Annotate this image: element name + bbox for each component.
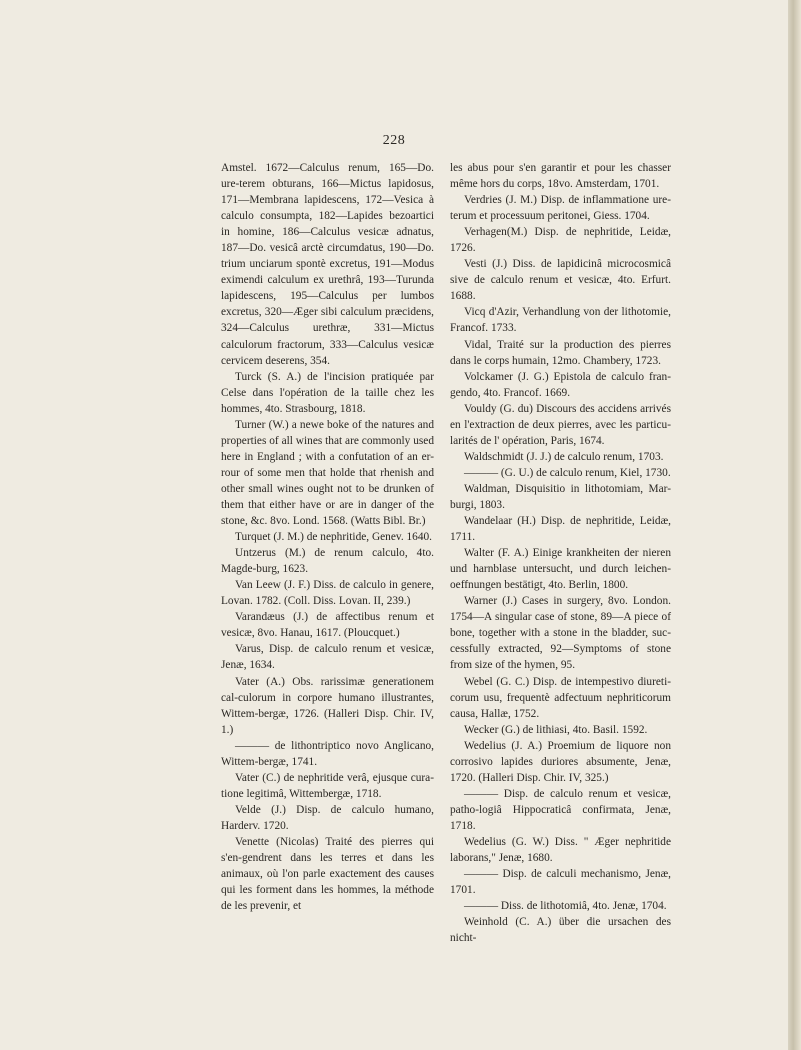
bibliography-entry: ——— Disp. de calculi mechanismo, Jenæ, 1701. xyxy=(450,868,671,897)
page-edge xyxy=(788,0,801,1050)
bibliography-entry: Turck (S. A.) de l'incision pratiquée par Celse dans l'opération de la taille chez les hommes, 4to. Strasbourg, 1818. xyxy=(221,370,434,415)
bibliography-entry: Wedelius (J. A.) Proemium de liquore non corrosivo lapides duriores absumente, Jenæ, 1720. (Halleri Disp. Chir. IV, 325.) xyxy=(450,739,671,784)
bibliography-entry: Waldman, Disquisitio in lithotomiam, Mar-burgi, 1803. xyxy=(450,482,671,511)
bibliography-entry: ——— Disp. de calculo renum et vesicæ, patho-logiâ Hippocraticâ confirmata, Jenæ, 1718. xyxy=(450,787,671,832)
bibliography-entry: Weinhold (C. A.) über die ursachen des nicht- xyxy=(450,916,671,945)
bibliography-entry: Warner (J.) Cases in surgery, 8vo. London. 1754—A singular case of stone, 89—A piece of bone, together with a stone in the bladder, suc-cessfully extracted, 92—Symptoms of stone from size of the hymen, 95. xyxy=(450,595,671,672)
bibliography-entry: Verhagen(M.) Disp. de nephritide, Leidæ, 1726. xyxy=(450,226,671,255)
bibliography-entry: Vater (C.) de nephritide verâ, ejusque cura-tione legitimâ, Wittembergæ, 1718. xyxy=(221,771,434,800)
bibliography-entry: ——— (G. U.) de calculo renum, Kiel, 1730. xyxy=(464,466,671,479)
bibliography-entry: Turner (W.) a newe boke of the natures and properties of all wines that are commonly used here in England ; with a confutation of an er-rour of some men that holde that rhenish and other small wines ought not to be drunken of them that either have or are in danger of the stone, &c. 8vo. Lond. 1568. (Watts Bibl. Br.) xyxy=(221,418,434,528)
bibliography-entry: Wedelius (G. W.) Diss. " Æger nephritide laborans," Jenæ, 1680. xyxy=(450,835,671,865)
bibliography-entry: Amstel. 1672—Calculus renum, 165—Do. ure-terem obturans, 166—Mictus lapidosus, 171—Membrana lapidescens, 172—Vesica à calculo consumpta, 182—Lapides bezoartici in homine, 186—Calculus vesicæ adnatus, 187—Do. vesicâ arctè circumdatus, 190—Do. trium unciarum spontè excretus, 191—Modus eximendi calculum ex urethrâ, 193—Turunda lapidescens, 195—Calculus per lumbos excretus, 320—Æger sibi calculum præcidens, 324—Calculus urethræ, 331—Mictus calculorum fractorum, 333—Calculus vesicæ cervicem deserens, 354. xyxy=(221,162,434,367)
bibliography-entry: Venette (Nicolas) Traité des pierres qui s'en-gendrent dans les terres et dans les animaux, où l'on parle exactement des causes qui les forment dans les hommes, la méthode de les prevenir, et xyxy=(221,835,434,913)
bibliography-entry: Waldschmidt (J. J.) de calculo renum, 1703. xyxy=(464,450,664,463)
bibliography-entry: Untzerus (M.) de renum calculo, 4to. Magde-burg, 1623. xyxy=(221,547,434,576)
bibliography-entry: Webel (G. C.) Disp. de intempestivo diureti-corum usu, frequentè adfectuum nephriticorum causa, Hallæ, 1752. xyxy=(450,675,671,720)
bibliography-entry: Wecker (G.) de lithiasi, 4to. Basil. 1592. xyxy=(464,723,648,736)
bibliography-entry: Vidal, Traité sur la production des pierres dans le corps humain, 12mo. Chambery, 1723. xyxy=(450,338,671,367)
bibliography-entry: Wandelaar (H.) Disp. de nephritide, Leidæ, 1711. xyxy=(450,515,671,544)
bibliography-entry: ——— de lithontriptico novo Anglicano, Wittem-bergæ, 1741. xyxy=(221,739,434,768)
bibliography-entry: les abus pour s'en garantir et pour les chasser même hors du corps, 18vo. Amsterdam, 1701. xyxy=(450,162,671,191)
bibliography-entry: Walter (F. A.) Einige krankheiten der nieren und harnblase untersucht, und durch leichen-oeffnungen bestätigt, 4to. Berlin, 1800. xyxy=(450,547,671,592)
bibliography-entry: Vicq d'Azir, Verhandlung von der lithotomie, Francof. 1733. xyxy=(450,306,671,335)
bibliography-entry: Van Leew (J. F.) Diss. de calculo in genere, Lovan. 1782. (Coll. Diss. Lovan. II, 239.) xyxy=(221,579,434,608)
left-column xyxy=(221,160,434,914)
bibliography-entry: Verdries (J. M.) Disp. de inflammatione ure-terum et processuum peritonei, Giess. 1704. xyxy=(450,194,671,223)
bibliography-entry: ——— Diss. de lithotomiâ, 4to. Jenæ, 1704. xyxy=(464,900,667,913)
bibliography-entry: Varus, Disp. de calculo renum et vesicæ, Jenæ, 1634. xyxy=(221,643,434,672)
bibliography-entry: Vater (A.) Obs. rarissimæ generationem cal-culorum in corpore humano illustrantes, Wittem-bergæ, 1726. (Halleri Disp. Chir. IV, 1.) xyxy=(221,675,434,736)
bibliography-entry: Varandæus (J.) de affectibus renum et vesicæ, 8vo. Hanau, 1617. (Ploucquet.) xyxy=(221,611,434,640)
bibliography-entry: Turquet (J. M.) de nephritide, Genev. 1640. xyxy=(235,531,433,544)
bibliography-entry: Vesti (J.) Diss. de lapidicinâ microcosmicâ sive de calculo renum et vesicæ, 4to. Erfurt. 1688. xyxy=(450,258,671,303)
page-number: 228 xyxy=(382,133,406,148)
bibliography-entry: Vouldy (G. du) Discours des accidens arrivés en l'extraction de deux pierres, avec les particu-larités de l' opération, Paris, 1674. xyxy=(450,402,671,447)
right-column xyxy=(450,160,671,946)
bibliography-entry: Velde (J.) Disp. de calculo humano, Harderv. 1720. xyxy=(221,803,434,832)
bibliography-entry: Volckamer (J. G.) Epistola de calculo fran-gendo, 4to. Francof. 1669. xyxy=(450,370,671,399)
